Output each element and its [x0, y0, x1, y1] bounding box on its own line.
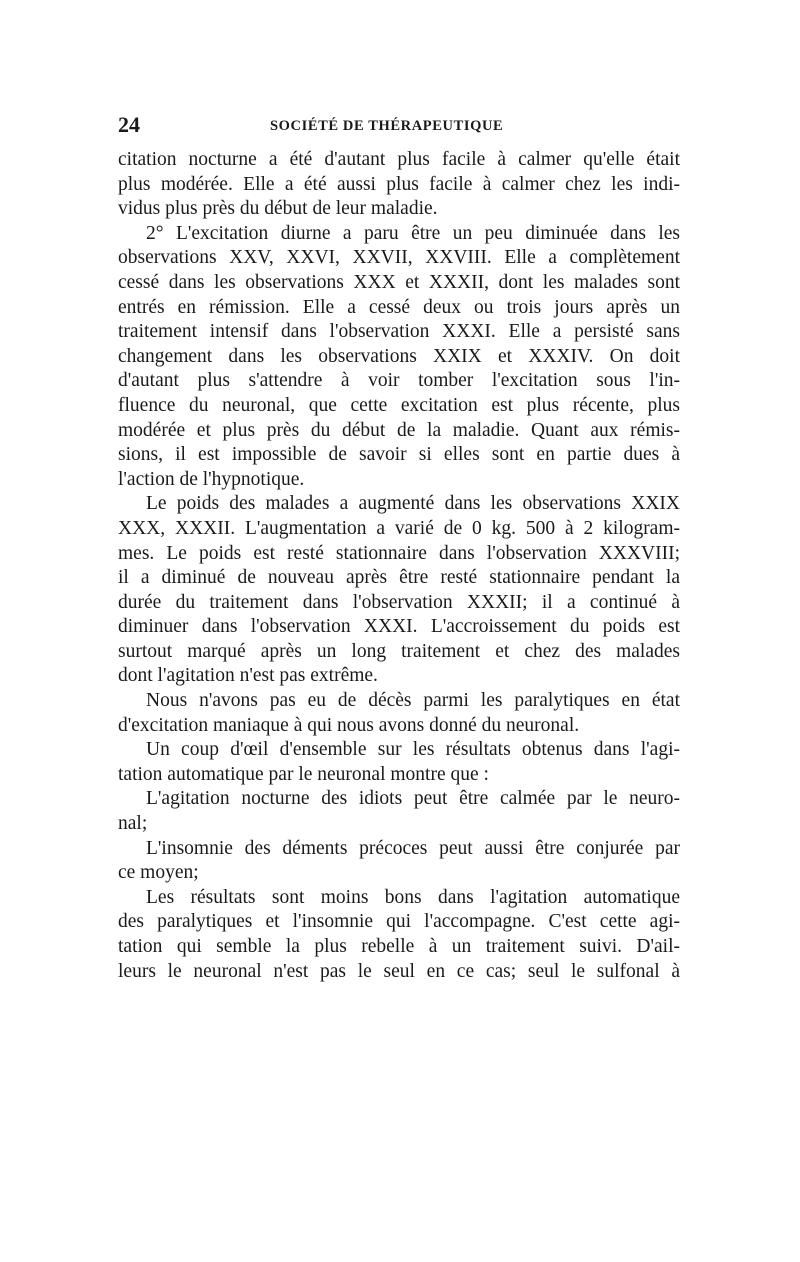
book-page	[118, 112, 680, 984]
text-line: sions, il est impossible de savoir si elles sont en partie dues à	[118, 444, 680, 466]
text-line: des paralytiques et l'insomnie qui l'accompagne. C'est cette agi-	[118, 911, 680, 933]
text-line: L'agitation nocturne des idiots peut être calmée par le neuro-	[146, 788, 680, 810]
text-line: d'excitation maniaque à qui nous avons donné du neuronal.	[118, 714, 580, 736]
text-line: Les résultats sont moins bons dans l'agitation automatique	[146, 886, 680, 908]
body-text	[118, 148, 680, 984]
text-line: d'autant plus s'attendre à voir tomber l'excitation sous l'in-	[118, 370, 680, 392]
text-line: Un coup d'œil d'ensemble sur les résultats obtenus dans l'agi-	[146, 739, 680, 761]
text-line: tation automatique par le neuronal montre que :	[118, 763, 489, 785]
text-line: tation qui semble la plus rebelle à un traitement suivi. D'ail-	[118, 936, 680, 957]
page-header	[118, 112, 680, 138]
text-line: entrés en rémission. Elle a cessé deux ou trois jours après un	[118, 296, 680, 318]
page-number: 24	[118, 112, 140, 137]
text-line: surtout marqué après un long traitement et chez des malades	[118, 640, 680, 662]
text-line: modérée et plus près du début de la maladie. Quant aux rémis-	[118, 419, 680, 441]
text-line: dont l'agitation n'est pas extrême.	[118, 665, 378, 687]
text-line: nal;	[118, 813, 148, 835]
text-line: cessé dans les observations XXX et XXXII, dont les malades sont	[118, 271, 680, 293]
running-title: SOCIÉTÉ DE THÉRAPEUTIQUE	[270, 118, 504, 134]
text-line: vidus plus près du début de leur maladie.	[118, 198, 438, 220]
text-line: diminuer dans l'observation XXXI. L'accroissement du poids est	[118, 616, 680, 638]
text-line: Le poids des malades a augmenté dans les observations XXIX	[146, 493, 680, 515]
text-line: observations XXV, XXVI, XXVII, XXVIII. Elle a complètement	[118, 247, 680, 269]
text-line: L'insomnie des déments précoces peut aussi être conjurée par	[146, 837, 680, 859]
text-line: durée du traitement dans l'observation XXXII; il a continué à	[118, 591, 680, 613]
text-line: leurs le neuronal n'est pas le seul en ce cas; seul le sulfonal à	[118, 960, 680, 982]
text-line: XXX, XXXII. L'augmentation a varié de 0 kg. 500 à 2 kilogram-	[118, 517, 680, 539]
text-line: traitement intensif dans l'observation XXXI. Elle a persisté sans	[118, 321, 680, 343]
text-line: Nous n'avons pas eu de décès parmi les paralytiques en état	[146, 690, 680, 712]
text-line: fluence du neuronal, que cette excitation est plus récente, plus	[118, 394, 680, 416]
text-line: citation nocturne a été d'autant plus facile à calmer qu'elle était	[118, 149, 680, 170]
text-line: il a diminué de nouveau après être resté stationnaire pendant la	[118, 567, 680, 589]
text-line: 2° L'excitation diurne a paru être un peu diminuée dans les	[146, 222, 680, 244]
text-line: ce moyen;	[118, 862, 199, 884]
text-line: changement dans les observations XXIX et XXXIV. On doit	[118, 345, 680, 367]
text-line: plus modérée. Elle a été aussi plus facile à calmer chez les indi-	[118, 173, 680, 195]
text-line: mes. Le poids est resté stationnaire dans l'observation XXXVIII;	[118, 542, 680, 564]
text-line: l'action de l'hypnotique.	[118, 468, 305, 490]
